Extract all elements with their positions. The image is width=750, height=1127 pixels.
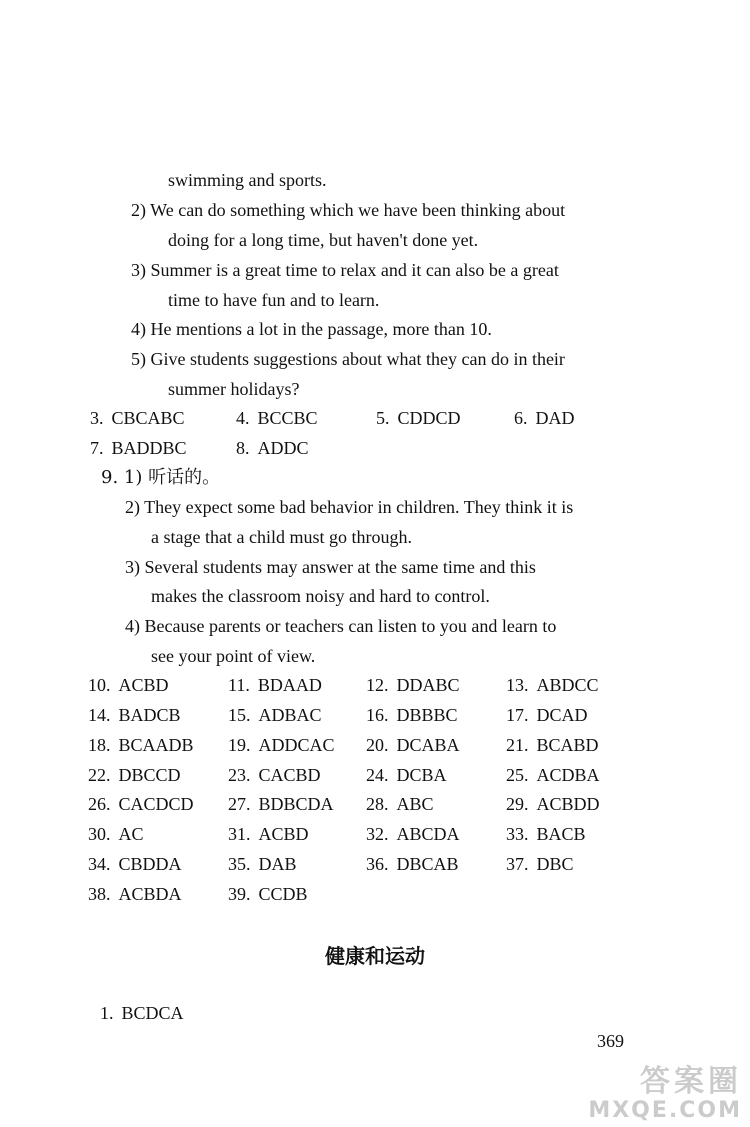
item-number: 24. xyxy=(366,765,389,785)
item-number: 21. xyxy=(506,735,529,755)
answer-item xyxy=(236,436,309,460)
item-answer: CACBD xyxy=(258,765,321,785)
item-answer: ACBDD xyxy=(536,794,600,814)
answer-item xyxy=(376,406,461,430)
item-number: 7. xyxy=(90,438,104,458)
answer-item xyxy=(236,406,318,430)
item-answer: ABDCC xyxy=(536,675,599,695)
item-number: 16. xyxy=(366,705,389,725)
answer-line: swimming and sports. xyxy=(168,170,327,190)
item-answer: ADDCAC xyxy=(258,735,335,755)
answer-row xyxy=(88,673,648,697)
watermark xyxy=(588,1065,742,1123)
item-answer: DBBBC xyxy=(396,705,458,725)
item-answer: ADBAC xyxy=(258,705,322,725)
answer-item xyxy=(506,733,599,757)
answer-item xyxy=(90,406,185,430)
item-number: 29. xyxy=(506,794,529,814)
answer-line: doing for a long time, but haven't done yet. xyxy=(168,230,479,250)
answer-line: 2) They expect some bad behavior in children. They think it is xyxy=(125,497,574,517)
item-answer: ABC xyxy=(396,794,434,814)
item-number: 26. xyxy=(88,794,111,814)
answer-line: 4) He mentions a lot in the passage, more than 10. xyxy=(131,319,492,339)
answer-item xyxy=(366,703,458,727)
answer-item xyxy=(88,673,169,697)
item-answer: DBC xyxy=(536,854,574,874)
item-number: 8. xyxy=(236,438,250,458)
answer-line: 9. 1) 听话的。 xyxy=(101,467,221,488)
item-number: 20. xyxy=(366,735,389,755)
item-answer: CACDCD xyxy=(118,794,194,814)
answer-item xyxy=(90,436,187,460)
item-answer: DCAD xyxy=(536,705,588,725)
item-answer: BCABD xyxy=(536,735,599,755)
answer-item xyxy=(366,792,434,816)
item-number: 30. xyxy=(88,824,111,844)
answer-item xyxy=(100,1001,184,1025)
item-answer: DBCCD xyxy=(118,765,181,785)
item-answer: CDDCD xyxy=(397,408,461,428)
answer-item xyxy=(228,882,308,906)
item-number: 17. xyxy=(506,705,529,725)
answer-item xyxy=(506,852,574,876)
item-number: 12. xyxy=(366,675,389,695)
item-number: 19. xyxy=(228,735,251,755)
answer-line: 3) Several students may answer at the same time and this xyxy=(125,557,536,577)
item-number: 4. xyxy=(236,408,250,428)
answer-item xyxy=(366,673,460,697)
answer-item xyxy=(228,822,309,846)
item-number: 38. xyxy=(88,884,111,904)
answer-line: 4) Because parents or teachers can listen to you and learn to xyxy=(125,616,557,636)
answer-item xyxy=(88,703,181,727)
item-answer: DBCAB xyxy=(396,854,459,874)
answer-line: summer holidays? xyxy=(168,379,300,399)
item-number: 28. xyxy=(366,794,389,814)
answer-row xyxy=(88,733,648,757)
item-answer: DAB xyxy=(258,854,297,874)
answer-item xyxy=(88,882,182,906)
answer-row xyxy=(88,792,648,816)
answer-item xyxy=(228,852,297,876)
item-number: 23. xyxy=(228,765,251,785)
item-answer: CBDDA xyxy=(118,854,182,874)
answer-row xyxy=(88,882,648,906)
item-number: 18. xyxy=(88,735,111,755)
item-number: 14. xyxy=(88,705,111,725)
answer-line: a stage that a child must go through. xyxy=(151,527,412,547)
item-answer: ABCDA xyxy=(396,824,460,844)
answer-item xyxy=(366,822,460,846)
item-number: 32. xyxy=(366,824,389,844)
item-number: 15. xyxy=(228,705,251,725)
item-number: 27. xyxy=(228,794,251,814)
answer-item xyxy=(506,673,599,697)
item-answer: BCCBC xyxy=(257,408,318,428)
item-answer: ADDC xyxy=(257,438,309,458)
answer-line: see your point of view. xyxy=(151,646,316,666)
item-number: 39. xyxy=(228,884,251,904)
item-answer: ACDBA xyxy=(536,765,600,785)
item-answer: BADCB xyxy=(118,705,181,725)
item-answer: CCDB xyxy=(258,884,308,904)
item-number: 31. xyxy=(228,824,251,844)
item-number: 6. xyxy=(514,408,528,428)
item-number: 3. xyxy=(90,408,104,428)
item-number: 25. xyxy=(506,765,529,785)
item-answer: BCAADB xyxy=(118,735,194,755)
item-answer: ACBD xyxy=(258,824,309,844)
answer-item xyxy=(228,673,322,697)
answer-item xyxy=(228,763,321,787)
item-answer: ACBDA xyxy=(118,884,182,904)
item-answer: BADDBC xyxy=(111,438,187,458)
item-answer: DAD xyxy=(535,408,575,428)
answer-item xyxy=(506,792,600,816)
item-number: 34. xyxy=(88,854,111,874)
item-answer: DCABA xyxy=(396,735,460,755)
answer-line: 5) Give students suggestions about what they can do in their xyxy=(131,349,565,369)
answer-item xyxy=(88,822,144,846)
section-heading: 健康和运动 xyxy=(325,944,425,968)
answer-row xyxy=(88,763,648,787)
item-number: 13. xyxy=(506,675,529,695)
answer-item xyxy=(88,792,194,816)
answer-item xyxy=(228,703,322,727)
answer-line: time to have fun and to learn. xyxy=(168,290,380,310)
watermark-logo: 答案圈 xyxy=(640,1064,742,1099)
answer-row xyxy=(88,703,648,727)
answer-item xyxy=(514,406,575,430)
item-answer: CBCABC xyxy=(111,408,185,428)
answer-row xyxy=(88,1001,648,1025)
answer-row xyxy=(88,406,648,430)
answer-item xyxy=(506,703,588,727)
answer-line: 2) We can do something which we have been thinking about xyxy=(131,200,566,220)
item-answer: DCBA xyxy=(396,765,447,785)
answer-row xyxy=(88,822,648,846)
item-number: 10. xyxy=(88,675,111,695)
item-number: 35. xyxy=(228,854,251,874)
watermark-url: MXQE.COM xyxy=(588,1098,742,1123)
answer-item xyxy=(228,792,334,816)
page-number: 369 xyxy=(597,1031,624,1051)
item-answer: ACBD xyxy=(118,675,169,695)
item-answer: AC xyxy=(118,824,144,844)
item-answer: BCDCA xyxy=(121,1003,184,1023)
answer-item xyxy=(366,852,459,876)
item-number: 22. xyxy=(88,765,111,785)
answer-item xyxy=(88,852,182,876)
item-number: 1. xyxy=(100,1003,114,1023)
answer-line: 3) Summer is a great time to relax and it can also be a great xyxy=(131,260,559,280)
item-answer: BDBCDA xyxy=(258,794,334,814)
item-answer: BDAAD xyxy=(257,675,322,695)
answer-line: makes the classroom noisy and hard to control. xyxy=(151,586,490,606)
answer-item xyxy=(88,763,181,787)
answer-item xyxy=(506,763,600,787)
answer-item xyxy=(88,733,194,757)
item-number: 33. xyxy=(506,824,529,844)
answer-row xyxy=(88,436,648,460)
answer-item xyxy=(366,733,460,757)
answer-item xyxy=(366,763,447,787)
answer-row xyxy=(88,852,648,876)
item-number: 36. xyxy=(366,854,389,874)
item-answer: BACB xyxy=(536,824,586,844)
answer-item xyxy=(228,733,335,757)
item-number: 37. xyxy=(506,854,529,874)
item-number: 5. xyxy=(376,408,390,428)
answer-item xyxy=(506,822,586,846)
item-number: 11. xyxy=(228,675,250,695)
item-answer: DDABC xyxy=(396,675,460,695)
